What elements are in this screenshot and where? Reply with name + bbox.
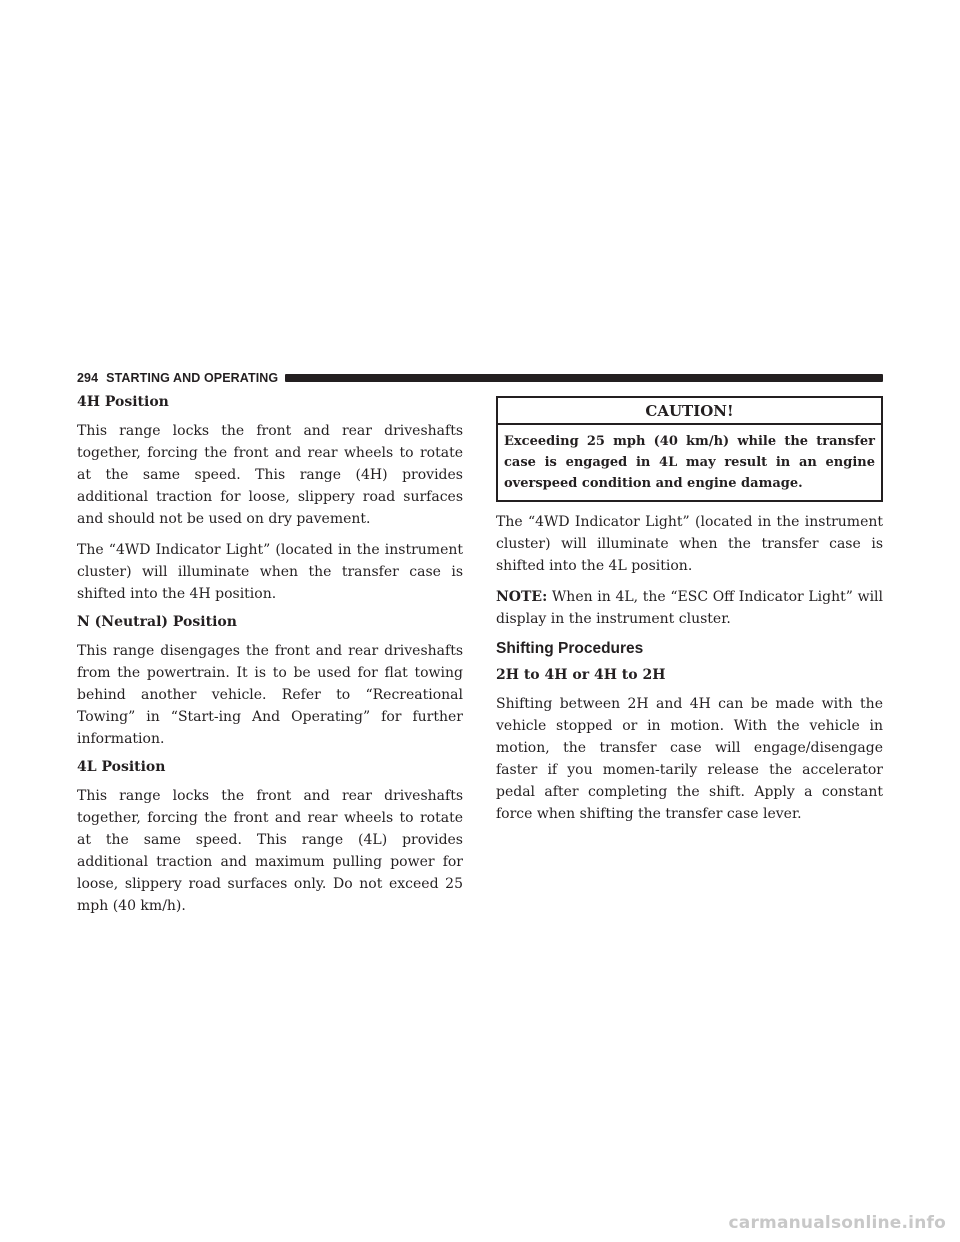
- watermark: carmanualsonline.info: [728, 1213, 946, 1233]
- section-title: STARTING AND OPERATING: [106, 371, 279, 385]
- page-number: 294: [77, 371, 99, 385]
- paragraph-4h-description: This range locks the front and rear driveshafts together, forcing the front and rear wheels to rotate at the same speed. This range (4H) provides additional traction for loose, slippery road surfaces and should not be used on dry pavement.: [77, 423, 463, 527]
- header-rule: [285, 374, 883, 382]
- paragraph-4l-description: This range locks the front and rear driveshafts together, forcing the front and rear wheels to rotate at the same speed. This range (4L) provides additional traction and maximum pulling power for loose, slippery road surfaces only. Do not exceed 25 mph (40 km/h).: [77, 788, 463, 914]
- caution-title: CAUTION!: [498, 398, 881, 425]
- paragraph-4h-indicator: The “4WD Indicator Light” (located in the instrument cluster) will illuminate when the transfer case is shifted into the 4H position.: [77, 542, 463, 602]
- heading-4l-position: 4L Position: [77, 759, 166, 775]
- right-column: [496, 394, 883, 834]
- heading-neutral-position: N (Neutral) Position: [77, 614, 237, 630]
- note-label: NOTE:: [496, 589, 548, 605]
- paragraph-4l-indicator: The “4WD Indicator Light” (located in the instrument cluster) will illuminate when the transfer case is shifted into the 4L position.: [496, 514, 883, 574]
- page-header: [77, 371, 883, 385]
- caution-box: [496, 396, 883, 502]
- paragraph-neutral-description: This range disengages the front and rear driveshafts from the powertrain. It is to be used for flat towing behind another vehicle. Refer to “Recreational Towing” in “Start-ing And Operating” for further information.: [77, 643, 463, 747]
- note-paragraph: [496, 586, 883, 630]
- paragraph-shifting: Shifting between 2H and 4H can be made with the vehicle stopped or in motion. With the vehicle in motion, the transfer case will engage/disengage faster if you momen-tarily release the accelerator pedal after completing the shift. Apply a constant force when shifting the transfer case lever.: [496, 696, 883, 822]
- note-text: When in 4L, the “ESC Off Indicator Light” will display in the instrument cluster.: [496, 589, 883, 627]
- heading-shifting-procedures: Shifting Procedures: [496, 640, 644, 657]
- left-column: [77, 394, 463, 926]
- caution-text: Exceeding 25 mph (40 km/h) while the transfer case is engaged in 4L may result in an engine overspeed condition and engine damage.: [504, 434, 875, 491]
- heading-4h-position: 4H Position: [77, 394, 169, 410]
- heading-2h-4h: 2H to 4H or 4H to 2H: [496, 667, 666, 683]
